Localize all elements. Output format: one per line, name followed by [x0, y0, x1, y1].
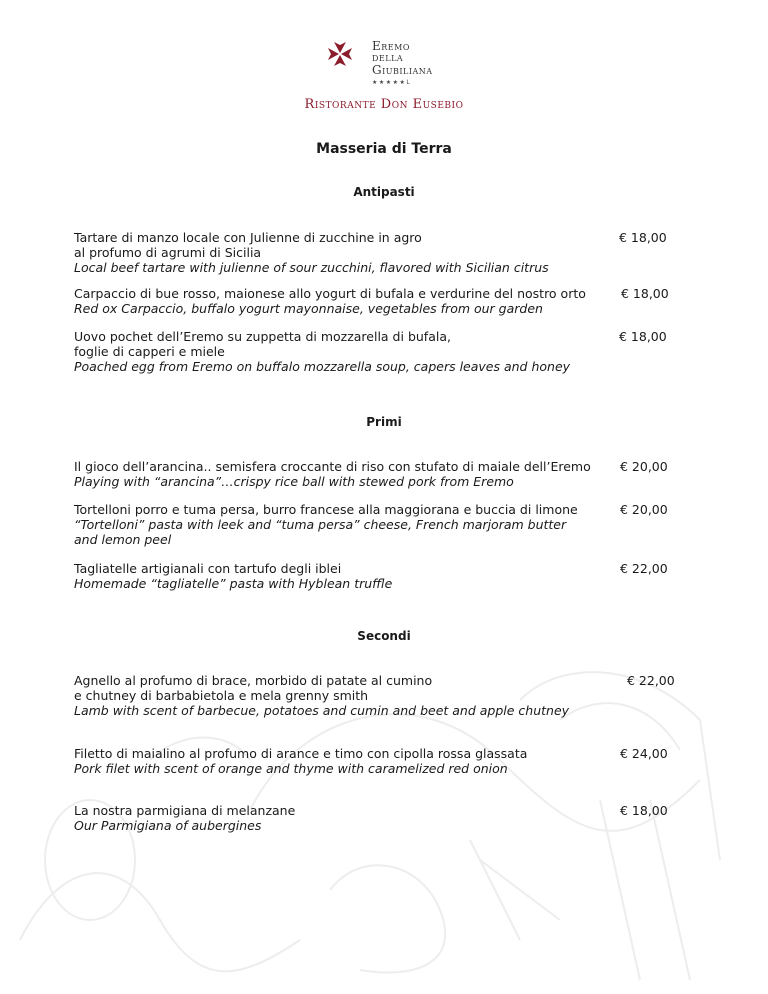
dish-name-english: Local beef tartare with julienne of sour zucchini, flavored with Sicilian citrus: [74, 260, 549, 275]
dish-price: € 22,00: [627, 673, 675, 688]
dish-price: € 18,00: [619, 329, 667, 344]
section-title-antipasti: Antipasti: [353, 185, 415, 199]
dish-name-italian: La nostra parmigiana di melanzane: [74, 803, 296, 818]
section-title-primi: Primi: [366, 415, 402, 429]
dish-name-italian: e chutney di barbabietola e mela grenny smith: [74, 688, 369, 703]
menu-item: [74, 673, 694, 718]
brand-line-2: della: [372, 51, 404, 64]
dish-name-english: Homemade “tagliatelle” pasta with Hyblean truffle: [74, 576, 393, 591]
menu-item: [74, 746, 694, 776]
menu-item: [74, 459, 694, 489]
dish-name-italian: Filetto di maialino al profumo di arance e timo con cipolla rossa glassata: [74, 746, 528, 761]
dish-price: € 20,00: [620, 459, 668, 474]
dish-name-english: “Tortelloni” pasta with leek and “tuma persa” cheese, French marjoram butter: [74, 517, 567, 532]
dish-name-english: Poached egg from Eremo on buffalo mozzarella soup, capers leaves and honey: [74, 359, 571, 374]
maltese-cross-icon: [326, 40, 354, 68]
brand-name: [372, 40, 433, 76]
brand-line-3: Giubiliana: [372, 63, 433, 77]
dish-name-english: and lemon peel: [74, 532, 172, 547]
dish-name-italian: foglie di capperi e miele: [74, 344, 225, 359]
dish-price: € 22,00: [620, 561, 668, 576]
background-sketch-illustration: [0, 560, 768, 994]
menu-item: [74, 803, 694, 833]
dish-name-italian: Tartare di manzo locale con Julienne di zucchine in agro: [74, 230, 422, 245]
menu-item: [74, 230, 694, 275]
dish-name-italian: Tortelloni porro e tuma persa, burro francese alla maggiorana e buccia di limone: [74, 502, 578, 517]
dish-price: € 18,00: [619, 230, 667, 245]
dish-price: € 18,00: [620, 803, 668, 818]
menu-item: [74, 286, 694, 316]
dish-name-italian: Carpaccio di bue rosso, maionese allo yogurt di bufala e verdurine del nostro orto: [74, 286, 586, 301]
dish-name-italian: Uovo pochet dell’Eremo su zuppetta di mozzarella di bufala,: [74, 329, 451, 344]
dish-name-english: Playing with “arancina”…crispy rice ball with stewed pork from Eremo: [74, 474, 514, 489]
menu-item: [74, 329, 694, 374]
dish-name-english: Pork filet with scent of orange and thyme with caramelized red onion: [74, 761, 508, 776]
brand-line-1: Eremo: [372, 39, 410, 53]
restaurant-name: Ristorante Don Eusebio: [304, 97, 464, 112]
menu-item: [74, 502, 694, 547]
dish-price: € 18,00: [621, 286, 669, 301]
menu-item: [74, 561, 694, 591]
dish-price: € 20,00: [620, 502, 668, 517]
dish-name-italian: Il gioco dell’arancina.. semisfera croccante di riso con stufato di maiale dell’Eremo: [74, 459, 591, 474]
dish-name-english: Our Parmigiana of aubergines: [74, 818, 262, 833]
dish-name-italian: Tagliatelle artigianali con tartufo degli iblei: [74, 561, 342, 576]
dish-name-english: Red ox Carpaccio, buffalo yogurt mayonnaise, vegetables from our garden: [74, 301, 543, 316]
dish-price: € 24,00: [620, 746, 668, 761]
hotel-stars-rating: ★★★★★L: [372, 79, 412, 86]
page-header: [0, 0, 768, 120]
dish-name-english: Lamb with scent of barbecue, potatoes and cumin and beet and apple chutney: [74, 703, 570, 718]
dish-name-italian: al profumo di agrumi di Sicilia: [74, 245, 262, 260]
section-title-secondi: Secondi: [357, 629, 411, 643]
menu-title: Masseria di Terra: [316, 141, 452, 157]
dish-name-italian: Agnello al profumo di brace, morbido di patate al cumino: [74, 673, 433, 688]
